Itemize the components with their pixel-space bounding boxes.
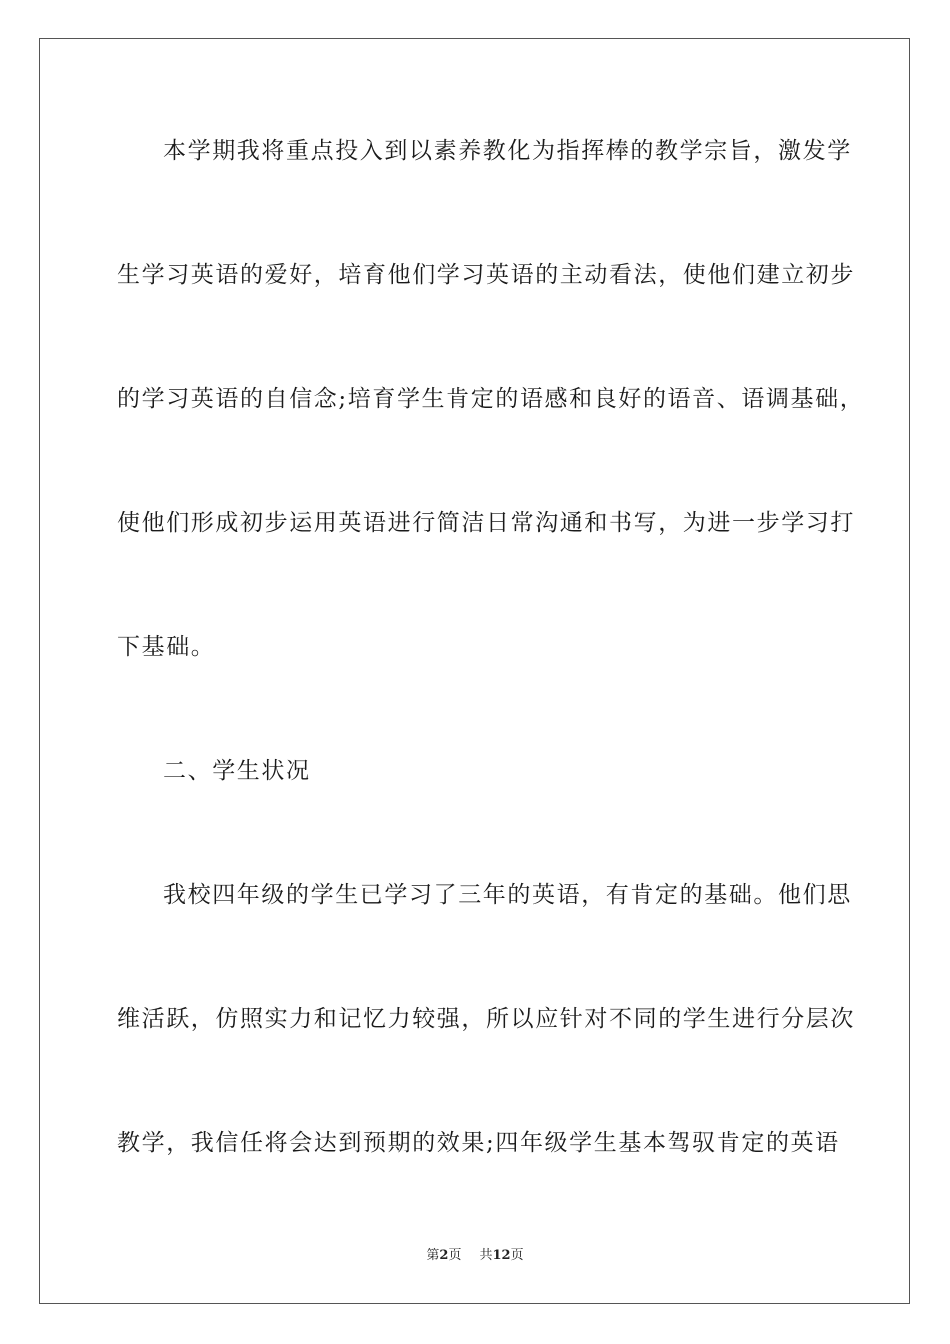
- total-prefix: 共: [479, 1248, 493, 1263]
- total-suffix: 页: [510, 1248, 524, 1263]
- paragraph-1-line-3: 的学习英语的自信念;培育学生肯定的语感和良好的语音、语调基础，: [117, 386, 865, 412]
- section-heading: 二、学生状况: [163, 758, 311, 784]
- paragraph-1-line-2: 生学习英语的爱好，培育他们学习英语的主动看法，使他们建立初步: [117, 262, 855, 288]
- paragraph-1-line-1: 本学期我将重点投入到以素养教化为指挥棒的教学宗旨，激发学: [163, 138, 852, 164]
- page-suffix: 页: [448, 1248, 462, 1263]
- page-total: [479, 1248, 523, 1263]
- page-footer: [0, 1247, 950, 1265]
- paragraph-1-line-5: 下基础。: [117, 634, 216, 660]
- paragraph-2-line-3: 教学，我信任将会达到预期的效果;四年级学生基本驾驭肯定的英语: [117, 1130, 840, 1156]
- page-border: [39, 38, 910, 1304]
- page-prefix: 第: [426, 1248, 440, 1263]
- current-page: 2: [439, 1248, 449, 1263]
- paragraph-2-line-1: 我校四年级的学生已学习了三年的英语，有肯定的基础。他们思: [163, 882, 852, 908]
- paragraph-2-line-2: 维活跃，仿照实力和记忆力较强，所以应针对不同的学生进行分层次: [117, 1006, 855, 1032]
- page-number: [426, 1248, 461, 1263]
- paragraph-1-line-4: 使他们形成初步运用英语进行简洁日常沟通和书写，为进一步学习打: [117, 510, 855, 536]
- total-pages: 12: [492, 1248, 511, 1263]
